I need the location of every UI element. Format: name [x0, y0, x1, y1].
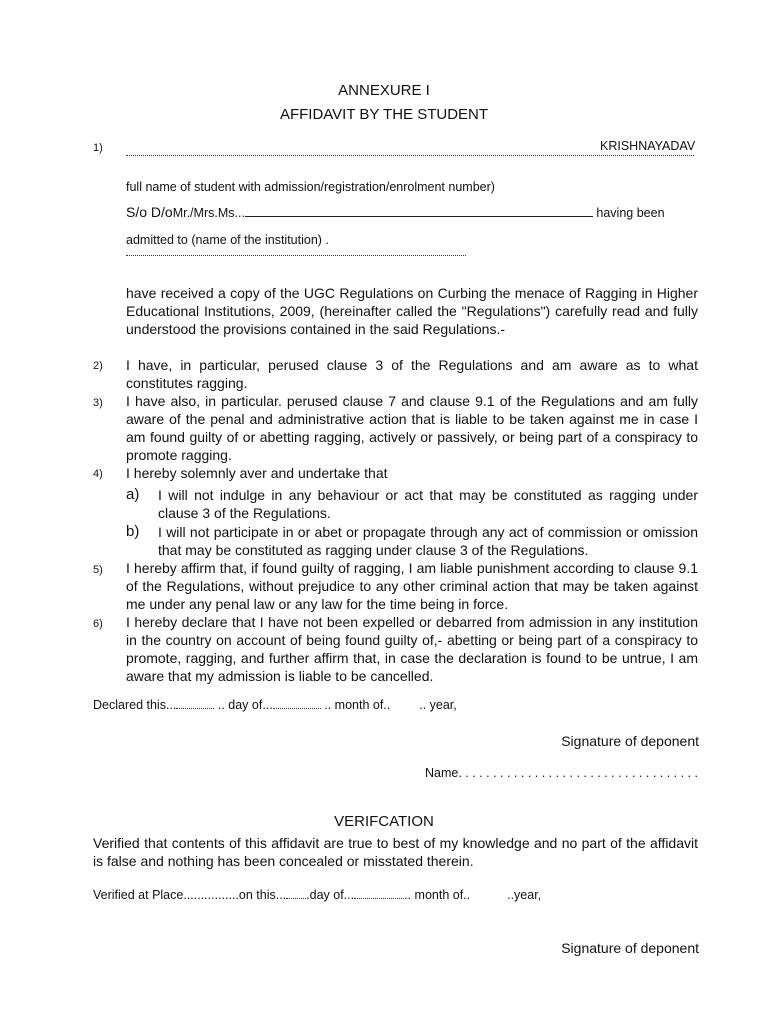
month-of-label: .. month of.. — [324, 698, 391, 712]
verified-at-line — [93, 888, 541, 902]
received-paragraph: have received a copy of the UGC Regulations on Curbing the menace of Ragging in Higher Educational Institutions, 2009, (hereinafter called the "Regulations") carefully read and fully understood the provisions contained in the said Regulations.- — [126, 285, 698, 337]
affidavit-title: AFFIDAVIT BY THE STUDENT — [279, 106, 489, 123]
verify-month-of-label: .. month of.. — [404, 888, 471, 902]
name-dotted-line — [126, 150, 694, 156]
name-line: Name. . . . . . . . . . . . . . . . . . . . . . . . . . . . . . . . . . . — [425, 766, 698, 780]
signature-of-deponent: Signature of deponent — [561, 733, 699, 749]
verify-day-dotted — [286, 892, 306, 899]
subclause-label: a) — [126, 486, 140, 503]
annexure-heading: ANNEXURE I — [338, 82, 430, 99]
verification-title: VERIFCATION — [334, 813, 434, 830]
clause-4-text: I hereby solemnly aver and undertake that — [126, 465, 388, 481]
clause-5-text: I hereby affirm that, if found guilty of ragging, I am liable punishment according to clause 9.1 of the Regulations, without prejudice to any other criminal action that may be taken against me under any penal law or any law for the time being in force. — [126, 560, 698, 612]
verification-signature: Signature of deponent — [561, 940, 699, 956]
day-dotted-blank — [176, 702, 214, 709]
parent-name-blank — [245, 204, 593, 217]
subclause-label: b) — [126, 523, 140, 540]
having-been-label: having been — [596, 206, 665, 220]
clause-number: 6) — [93, 618, 103, 630]
verified-at-label: Verified at Place................on this... — [93, 888, 287, 902]
institution-dotted-line — [126, 252, 466, 256]
subclause-a-text: I will not indulge in any behaviour or act that may be constituted as ragging under clause 3 of the Regulations. — [158, 487, 698, 521]
verify-year-label: ..year, — [507, 888, 542, 902]
verification-text: Verified that contents of this affidavit are true to best of my knowledge and no part of the affidavit is false and nothing has been concealed or misstated therein. — [93, 835, 698, 869]
declared-line — [93, 698, 457, 712]
month-dotted-blank — [273, 702, 321, 709]
parent-line — [126, 204, 665, 220]
fullname-note: full name of student with admission/registration/enrolment number) — [126, 180, 495, 194]
day-of-label: .. day of... — [217, 698, 273, 712]
subclause-b-text: I will not participate in or abet or propagate through any act of commission or omission that may be constituted as ragging under clause 3 of the Regulations. — [158, 524, 698, 558]
clause-2-text: I have, in particular, perused clause 3 of the Regulations and am aware as to what constitutes ragging. — [126, 357, 698, 391]
mr-mrs-label: Mr./Mrs.Ms... — [172, 206, 245, 220]
verify-month-dotted — [354, 892, 404, 899]
declared-this-label: Declared this... — [93, 698, 177, 712]
so-do-label: S/o D/o — [126, 204, 173, 220]
clause-number: 4) — [93, 468, 103, 480]
clause-number: 3) — [93, 397, 103, 409]
admitted-to-label: admitted to (name of the institution) . — [126, 233, 329, 247]
clause-number: 2) — [93, 360, 103, 372]
clause-number: 5) — [93, 564, 103, 576]
clause-6-text: I hereby declare that I have not been expelled or debarred from admission in any institution in the country on account of being found guilty of,- abetting or being part of a conspiracy to promote, ragging, and further affirm that, in case the declaration is found to be untrue, I am aware that my admission is liable to be cancelled. — [126, 614, 698, 684]
clause-number: 1) — [93, 142, 103, 154]
student-name: KRISHNAYADAV — [600, 139, 696, 153]
clause-3-text: I have also, in particular. perused clause 7 and clause 9.1 of the Regulations and am fully aware of the penal and administrative action that is liable to be taken against me in case I am found guilty of or abetting ragging, actively or passively, or being part of a conspiracy to promote ragging. — [126, 393, 698, 463]
verify-day-of-label: .day of... — [306, 888, 355, 902]
year-label: .. year, — [419, 698, 457, 712]
